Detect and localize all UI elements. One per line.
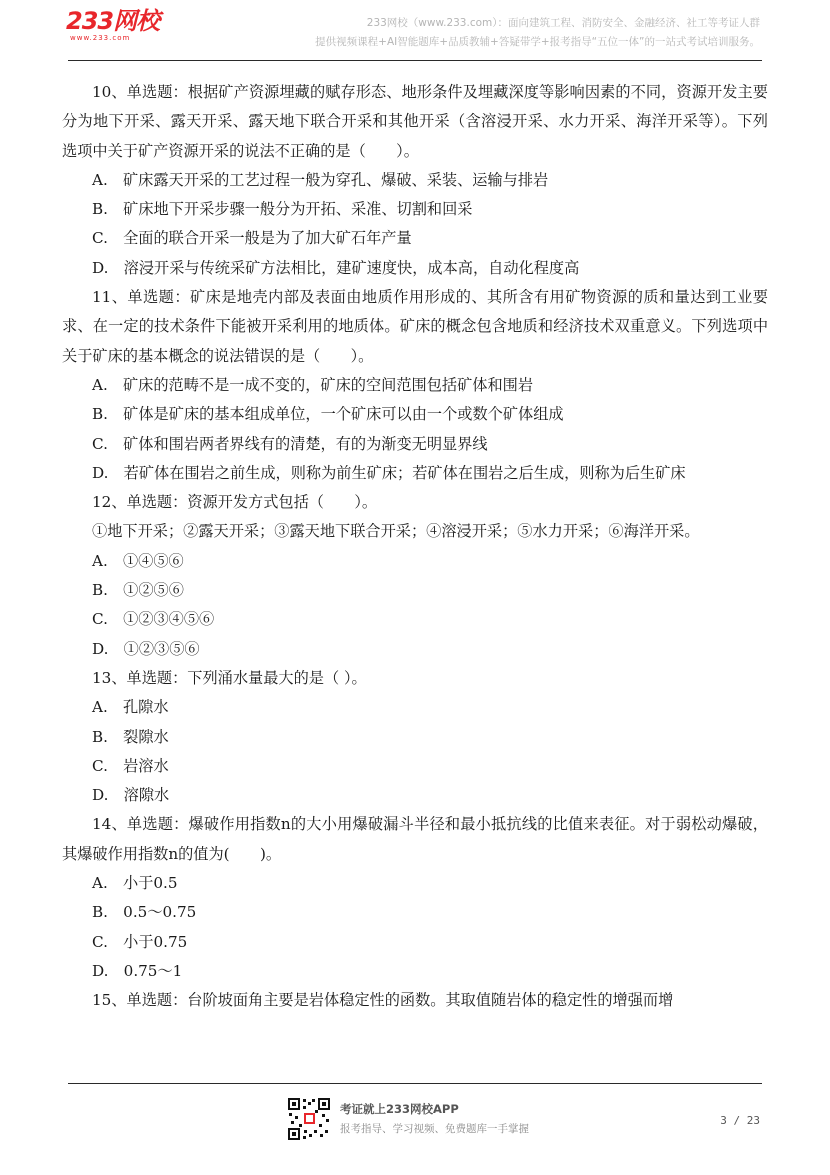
question-stem-12: 12、单选题：资源开发方式包括（ ）。: [92, 493, 378, 512]
question-stem-15: 15、单选题：台阶坡面角主要是岩体稳定性的函数。其取值随岩体的稳定性的增强而增: [92, 991, 674, 1010]
page-header: [0, 0, 830, 62]
header-info-line1: 233网校（www.233.com）：面向建筑工程、消防安全、金融经济、社工等考证人群: [366, 17, 760, 29]
question-stem-10: 10、单选题：根据矿产资源埋藏的赋存形态、地形条件及埋藏深度等影响因素的不同，资源开发主要分为地下开采、露天开采、露天地下联合开采和其他开采（含溶浸开采、水力开采、海洋开采等）。下列选项中关于矿产资源开采的说法不正确的是（ ）。: [62, 83, 768, 160]
option-12-b: B. ①②⑤⑥: [92, 581, 184, 600]
footer-app-title: 考证就上233网校APP: [340, 1102, 459, 1116]
question-list: [62, 78, 768, 1016]
footer-app-promo: [340, 1099, 529, 1139]
option-14-b: B. 0.5～0.75: [92, 903, 197, 922]
option-11-a: A. 矿床的范畴不是一成不变的，矿床的空间范围包括矿体和围岩: [92, 375, 534, 394]
question-extra-12: ①地下开采；②露天开采；③露天地下联合开采；④溶浸开采；⑤水力开采；⑥海洋开采。: [92, 522, 700, 541]
option-10-a: A. 矿床露天开采的工艺过程一般为穿孔、爆破、采装、运输与排岩: [92, 170, 549, 189]
option-10-d: D. 溶浸开采与传统采矿方法相比，建矿速度快，成本高，自动化程度高: [92, 258, 580, 277]
footer-app-subtitle: 报考指导、学习视频、免费题库一手掌握: [340, 1123, 529, 1135]
option-14-d: D. 0.75～1: [92, 961, 183, 980]
header-info-line2: 提供视频课程+AI智能题库+品质教辅+答疑带学+报考指导“五位一体”的一站式考试培训服务。: [315, 36, 760, 48]
page-number: 3 / 23: [720, 1114, 760, 1127]
option-11-b: B. 矿体是矿床的基本组成单位，一个矿床可以由一个或数个矿体组成: [92, 405, 564, 424]
question-stem-13: 13、单选题：下列涌水量最大的是（ ）。: [92, 668, 367, 687]
option-13-d: D. 溶隙水: [92, 786, 170, 805]
qr-code-icon: [287, 1097, 331, 1141]
header-divider: [68, 60, 762, 61]
option-12-a: A. ①④⑤⑥: [92, 551, 184, 570]
question-stem-14: 14、单选题：爆破作用指数n的大小用爆破漏斗半径和最小抵抗线的比值来表征。对于弱松动爆破，其爆破作用指数n的值为( )。: [62, 815, 768, 863]
option-13-a: A. 孔隙水: [92, 698, 169, 717]
question-stem-11: 11、单选题：矿床是地壳内部及表面由地质作用形成的、其所含有用矿物资源的质和量达到工业要求、在一定的技术条件下能被开采利用的地质体。矿床的概念包含地质和经济技术双重意义。下列选项中关于矿床的基本概念的说法错误的是（ ）。: [62, 288, 768, 365]
option-13-c: C. 岩溶水: [92, 756, 169, 775]
logo-url: www.233.com: [70, 34, 131, 42]
brand-logo: [66, 8, 159, 42]
header-info: [315, 14, 760, 52]
option-13-b: B. 裂隙水: [92, 727, 169, 746]
option-10-c: C. 全面的联合开采一般是为了加大矿石年产量: [92, 229, 412, 248]
option-11-d: D. 若矿体在围岩之前生成，则称为前生矿床；若矿体在围岩之后生成，则称为后生矿床: [92, 463, 686, 482]
footer-divider: [68, 1083, 762, 1084]
option-11-c: C. 矿体和围岩两者界线有的清楚，有的为渐变无明显界线: [92, 434, 488, 453]
logo-wordmark: 233网校: [66, 7, 160, 35]
option-14-c: C. 小于0.75: [92, 932, 188, 951]
option-14-a: A. 小于0.5: [92, 874, 178, 893]
option-10-b: B. 矿床地下开采步骤一般分为开拓、采准、切割和回采: [92, 200, 473, 219]
option-12-c: C. ①②③④⑤⑥: [92, 610, 215, 629]
option-12-d: D. ①②③⑤⑥: [92, 639, 200, 658]
